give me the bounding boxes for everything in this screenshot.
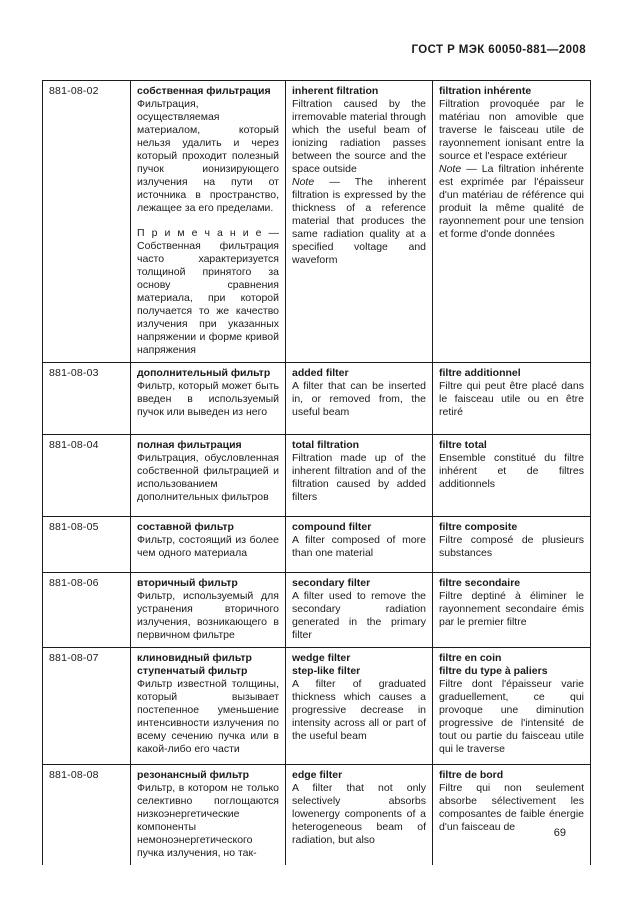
term-title: filtre additionnel [439,367,521,379]
term-definition: A filter that not only selectively absorbs lowenergy components of a heterogeneous beam of radiation, but also [292,782,426,846]
term-title: filtre en coin [439,652,502,664]
term-cell [286,517,433,573]
term-titles [292,439,426,452]
term-id: 881-08-05 [43,517,131,573]
term-note-label: Note [439,163,462,175]
term-titles [439,85,584,98]
term-cell [433,648,591,765]
term-definition: Фильтр, используемый для устранения вторичного излучения, возникающего в первичном фильтре [137,590,279,641]
term-cell [433,363,591,435]
table-row [43,765,591,866]
term-titles [292,577,426,590]
term-definition: A filter composed of more than one material [292,534,426,559]
table-row [43,573,591,648]
term-cell [286,573,433,648]
term-titles [439,521,584,534]
term-definition: Filtration provoquée par le matériau non amovible que traverse le faisceau utile de rayonnement ionisant entre la source et l'espace extérieur [439,98,584,162]
term-definition: A filter used to remove the secondary radiation generated in the primary filter [292,590,426,641]
term-title: дополнительный фильтр [137,367,271,379]
term-cell [286,81,433,363]
term-titles [439,577,584,590]
term-definition: Фильтр, состоящий из более чем одного материала [137,534,279,559]
term-titles [292,367,426,380]
term-definition: Filtre deptiné à éliminer le rayonnement secondaire émis par le premier filtre [439,590,584,628]
term-titles [292,652,426,678]
term-cell [131,435,286,517]
term-title: резонансный фильтр [137,769,250,781]
term-definition: Filtre qui non seulement absorbe sélectivement les composantes de faible énergie d'un faisceau de [439,782,584,833]
term-definition: Фильтрация, осуществляемая материалом, который нельзя удалить и через который проходит полезный пучок ионизирующего излучения на пути от источника в пространство, лежащее за его пределами. [137,98,279,214]
term-title: filtre composite [439,521,518,533]
term-title: secondary filter [292,577,371,589]
term-title: полная фильтрация [137,439,242,451]
term-titles [439,439,584,452]
term-cell [433,517,591,573]
term-id: 881-08-08 [43,765,131,866]
term-definition: A filter that can be inserted in, or removed from, the useful beam [292,380,426,418]
term-titles [439,652,584,678]
term-title: filtre secondaire [439,577,521,589]
term-note-text: — Собственная фильтрация часто характеризуется толщиной принятого за основу сравнения материала, при которой получается то же качество излучения при указанных напряжении и форме кривой напряжения [137,227,279,356]
term-cell [131,81,286,363]
term-title: filtre du type à paliers [439,665,548,677]
term-title: added filter [292,367,349,379]
term-titles [292,521,426,534]
term-definition: Filtre qui peut être placé dans le faisceau utile ou en être retiré [439,380,584,418]
term-cell [131,648,286,765]
term-title: filtration inhérente [439,85,532,97]
term-note [292,176,426,267]
term-cell [433,765,591,866]
term-title: filtre total [439,439,487,451]
term-cell [131,517,286,573]
terms-table-body [43,81,591,866]
term-id: 881-08-07 [43,648,131,765]
term-title: step-like filter [292,665,361,677]
page-number: 69 [553,827,566,839]
term-cell [131,363,286,435]
table-row [43,517,591,573]
term-title: ступенчатый фильтр [137,665,248,677]
term-definition: Фильтрация, обусловленная собственной фильтрацией и использованием дополнительных фильтров [137,452,279,503]
term-titles [137,521,279,534]
term-definition: Filtration caused by the irremovable material through which the useful beam of ionizing radiation passes between the source and the space outside [292,98,426,175]
term-id: 881-08-03 [43,363,131,435]
term-titles [137,652,279,678]
term-note-label: Note [292,176,315,188]
term-definition: Filtration made up of the inherent filtration and of the filtration caused by added filters [292,452,426,503]
term-title: составной фильтр [137,521,234,533]
term-definition: Ensemble constitué du filtre inhérent et de filtres additionnels [439,452,584,490]
term-id: 881-08-02 [43,81,131,363]
term-title: compound filter [292,521,372,533]
term-definition: A filter of graduated thickness which causes a progressive decrease in intensity across all or part of the useful beam [292,678,426,742]
term-titles [137,439,279,452]
term-title: total filtration [292,439,360,451]
term-cell [286,435,433,517]
table-row [43,81,591,363]
term-cell [131,573,286,648]
term-title: вторичный фильтр [137,577,238,589]
table-row [43,363,591,435]
document-header: ГОСТ Р МЭК 60050-881—2008 [411,44,586,56]
term-cell [131,765,286,866]
term-cell [433,573,591,648]
term-note-label: П р и м е ч а н и е [137,227,262,239]
term-note [137,227,279,357]
term-id: 881-08-04 [43,435,131,517]
term-title: inherent filtration [292,85,379,97]
term-title: edge filter [292,769,343,781]
term-title: собственная фильтрация [137,85,271,97]
term-cell [286,363,433,435]
term-id: 881-08-06 [43,573,131,648]
term-titles [439,367,584,380]
term-titles [137,577,279,590]
table-row [43,648,591,765]
term-titles [137,367,279,380]
terminology-table [42,80,591,865]
term-definition: Filtre dont l'épaisseur varie graduellement, ce qui provoque une diminution progressive de l'intensité de tout ou partie du faisceau utile qui le traverse [439,678,584,755]
term-titles [439,769,584,782]
term-definition: Фильтр, который может быть введен в используемый пучок или выведен из него [137,380,279,418]
term-note [439,163,584,241]
term-cell [433,81,591,363]
term-cell [286,765,433,866]
term-titles [137,769,279,782]
term-title: wedge filter [292,652,351,664]
term-cell [286,648,433,765]
term-definition: Фильтр известной толщины, который вызывает постепенное уменьшение интенсивности излучения по всему сечению пучка или в какой-либо его части [137,678,279,755]
term-definition: Filtre composé de plusieurs substances [439,534,584,559]
term-title: filtre de bord [439,769,504,781]
term-cell [433,435,591,517]
term-titles [137,85,279,98]
term-note-text: — La filtration inhérente est exprimée par l'épaisseur d'un matériau de référence qui produit la même qualité de rayonnement pour une tension et forme d'onde données [439,163,585,240]
table-row [43,435,591,517]
term-titles [292,769,426,782]
term-note-text: — The inherent filtration is expressed by the thickness of a reference material that produces the same radiation quality at a specified voltage and waveform [292,176,426,266]
term-definition: Фильтр, в котором не только селективно поглощаются низкоэнергетические компоненты немоноэнергетического пучка излучения, но так- [137,782,279,859]
term-title: клиновидный фильтр [137,652,252,664]
term-titles [292,85,426,98]
